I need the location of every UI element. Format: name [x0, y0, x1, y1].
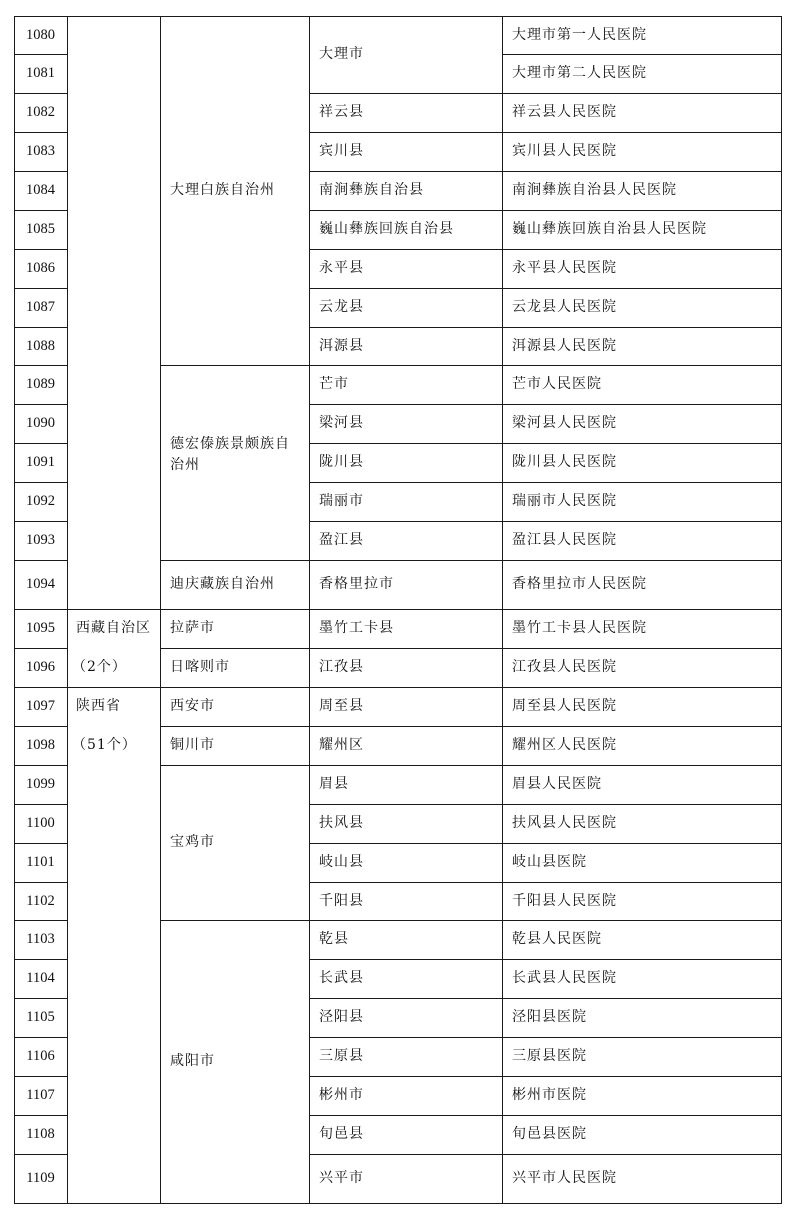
grid-line [67, 16, 161, 17]
city-name: 西安市 [170, 698, 215, 714]
hospital-name: 祥云县人民医院 [512, 104, 617, 120]
hospital-name: 宾川县人民医院 [512, 143, 617, 159]
county-name: 泾阳县 [319, 1009, 364, 1025]
hospital-list-table [14, 16, 781, 1199]
county-name: 梁河县 [319, 415, 364, 431]
row-number: 1105 [26, 1009, 55, 1025]
row-number: 1087 [26, 299, 55, 315]
row-number: 1093 [26, 532, 55, 548]
row-number: 1106 [26, 1048, 55, 1064]
hospital-name: 乾县人民医院 [512, 931, 602, 947]
row-number: 1098 [26, 737, 55, 753]
city-name: 咸阳市 [170, 1053, 215, 1069]
hospital-name: 三原县医院 [512, 1048, 587, 1064]
row-number: 1080 [26, 26, 55, 43]
grid-line [67, 1203, 161, 1204]
province-name: 西藏自治区 [76, 620, 151, 636]
row-number: 1086 [26, 260, 55, 276]
hospital-name: 彬州市医院 [512, 1087, 587, 1103]
row-number: 1089 [26, 376, 55, 392]
city-name: 宝鸡市 [170, 834, 215, 850]
county-name: 旬邑县 [319, 1126, 364, 1142]
county-name: 陇川县 [319, 454, 364, 470]
row-number: 1095 [26, 620, 55, 636]
county-name: 墨竹工卡县 [319, 620, 394, 636]
city-name: 铜川市 [170, 737, 215, 753]
row-number: 1091 [26, 454, 55, 470]
province-count: （51个） [72, 737, 137, 753]
row-number: 1096 [26, 659, 55, 675]
hospital-name: 扶风县人民医院 [512, 815, 617, 831]
row-number: 1081 [26, 65, 55, 81]
hospital-name: 长武县人民医院 [512, 970, 617, 986]
county-name: 香格里拉市 [319, 576, 394, 592]
county-name: 洱源县 [319, 337, 364, 354]
row-number: 1097 [26, 698, 55, 714]
county-name: 三原县 [319, 1048, 364, 1064]
row-number: 1082 [26, 104, 55, 120]
county-name: 宾川县 [319, 143, 364, 159]
row-number: 1090 [26, 415, 55, 431]
county-name: 巍山彝族回族自治县 [319, 221, 454, 237]
county-name: 乾县 [319, 931, 349, 947]
county-name: 祥云县 [319, 104, 364, 120]
county-name: 盈江县 [319, 532, 364, 548]
hospital-name: 洱源县人民医院 [512, 337, 617, 354]
province-count: （2个） [72, 659, 127, 675]
row-number: 1085 [26, 221, 55, 237]
hospital-name: 大理市第一人民医院 [512, 26, 647, 43]
hospital-name: 永平县人民医院 [512, 260, 617, 276]
county-name: 耀州区 [319, 737, 364, 753]
hospital-name: 香格里拉市人民医院 [512, 576, 647, 592]
hospital-name: 耀州区人民医院 [512, 737, 617, 753]
row-number: 1104 [26, 970, 55, 986]
hospital-name: 泾阳县医院 [512, 1009, 587, 1025]
row-number: 1100 [26, 815, 55, 831]
city-name: 拉萨市 [170, 620, 215, 636]
county-name: 眉县 [319, 776, 349, 792]
city-name: 德宏傣族景颇族自治州 [170, 435, 290, 473]
county-name: 千阳县 [319, 892, 364, 909]
county-name: 大理市 [319, 46, 364, 62]
county-name: 彬州市 [319, 1087, 364, 1103]
county-name: 芒市 [319, 376, 349, 392]
city-name: 迪庆藏族自治州 [170, 576, 275, 592]
row-number: 1084 [26, 182, 55, 198]
hospital-name: 旬邑县医院 [512, 1126, 587, 1142]
row-number: 1099 [26, 776, 55, 792]
row-number: 1107 [26, 1087, 55, 1103]
row-number: 1088 [26, 337, 55, 354]
row-number: 1109 [26, 1170, 55, 1186]
hospital-name: 瑞丽市人民医院 [512, 493, 617, 509]
hospital-name: 江孜县人民医院 [512, 659, 617, 675]
county-name: 长武县 [319, 970, 364, 986]
hospital-name: 岐山县医院 [512, 854, 587, 870]
county-name: 瑞丽市 [319, 493, 364, 509]
hospital-name: 芒市人民医院 [512, 376, 602, 392]
row-number: 1108 [26, 1126, 55, 1142]
county-name: 南涧彝族自治县 [319, 182, 424, 198]
hospital-name: 千阳县人民医院 [512, 892, 617, 909]
hospital-name: 大理市第二人民医院 [512, 65, 647, 81]
hospital-name: 兴平市人民医院 [512, 1170, 617, 1186]
row-number: 1094 [26, 576, 55, 592]
province-name: 陕西省 [76, 698, 121, 714]
row-number: 1083 [26, 143, 55, 159]
hospital-name: 眉县人民医院 [512, 776, 602, 792]
county-name: 兴平市 [319, 1170, 364, 1186]
county-name: 江孜县 [319, 659, 364, 675]
city-name: 大理白族自治州 [170, 182, 275, 198]
row-number: 1103 [26, 931, 55, 947]
hospital-name: 梁河县人民医院 [512, 415, 617, 431]
row-number: 1101 [26, 854, 55, 870]
hospital-name: 巍山彝族回族自治县人民医院 [512, 221, 707, 237]
hospital-name: 盈江县人民医院 [512, 532, 617, 548]
county-name: 岐山县 [319, 854, 364, 870]
city-name: 日喀则市 [170, 659, 230, 675]
row-number: 1102 [26, 892, 55, 909]
row-number: 1092 [26, 493, 55, 509]
county-name: 周至县 [319, 698, 364, 714]
hospital-name: 南涧彝族自治县人民医院 [512, 182, 677, 198]
county-name: 扶风县 [319, 815, 364, 831]
county-name: 云龙县 [319, 299, 364, 315]
hospital-name: 周至县人民医院 [512, 698, 617, 714]
hospital-name: 墨竹工卡县人民医院 [512, 620, 647, 636]
hospital-name: 云龙县人民医院 [512, 299, 617, 315]
hospital-name: 陇川县人民医院 [512, 454, 617, 470]
county-name: 永平县 [319, 260, 364, 276]
